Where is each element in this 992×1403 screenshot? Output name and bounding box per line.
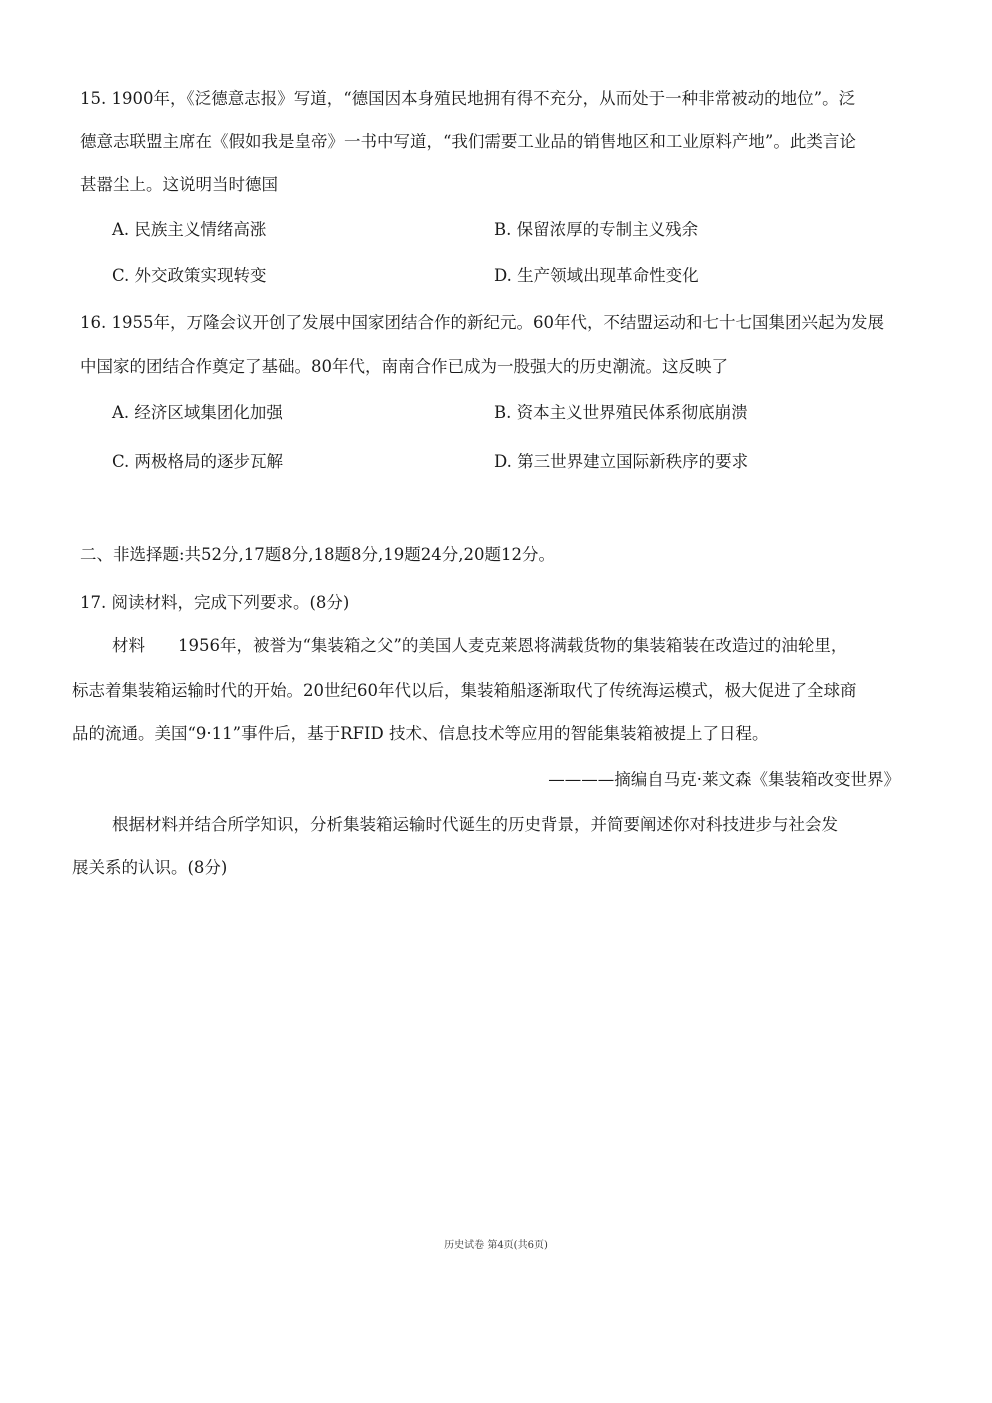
q17-material-line-2: 标志着集装箱运输时代的开始。20世纪60年代以后，集装箱船逐渐取代了传统海运模式，极大促进了全球商	[72, 681, 857, 700]
q15-option-a: A. 民族主义情绪高涨	[112, 220, 267, 239]
page-footer: 历史试卷 第4页(共6页)	[444, 1240, 548, 1251]
q17-material-line-1: 材料 1956年，被誉为“集装箱之父”的美国人麦克莱恩将满载货物的集装箱装在改造过的油轮里，	[112, 636, 848, 655]
q15-stem-line-2: 德意志联盟主席在《假如我是皇帝》一书中写道，“我们需要工业品的销售地区和工业原料产地”。此类言论	[80, 132, 856, 151]
q16-option-b: B. 资本主义世界殖民体系彻底崩溃	[494, 403, 748, 422]
q17-question-line-2: 展关系的认识。(8分)	[72, 858, 228, 877]
q17-question-line-1: 根据材料并结合所学知识，分析集装箱运输时代诞生的历史背景，并简要阐述你对科技进步与社会发	[112, 815, 838, 834]
q16-option-a: A. 经济区域集团化加强	[112, 403, 283, 422]
q15-option-d: D. 生产领域出现革命性变化	[494, 266, 699, 285]
q15-option-b: B. 保留浓厚的专制主义残余	[494, 220, 699, 239]
section-2-heading: 二、非选择题:共52分,17题8分,18题8分,19题24分,20题12分。	[80, 545, 556, 564]
q16-stem-line-2: 中国家的团结合作奠定了基础。80年代，南南合作已成为一股强大的历史潮流。这反映了	[80, 357, 728, 376]
q17-title: 17. 阅读材料，完成下列要求。(8分)	[80, 593, 350, 612]
q17-material-line-3: 品的流通。美国“9·11”事件后，基于RFID 技术、信息技术等应用的智能集装箱被提上了日程。	[72, 724, 769, 743]
q16-option-c: C. 两极格局的逐步瓦解	[112, 452, 284, 471]
q16-stem-line-1: 16. 1955年，万隆会议开创了发展中国家团结合作的新纪元。60年代，不结盟运动和七十七国集团兴起为发展	[80, 313, 884, 332]
q15-stem-line-3: 甚嚣尘上。这说明当时德国	[80, 175, 278, 194]
q15-stem-line-1: 15. 1900年，《泛德意志报》写道，“德国因本身殖民地拥有得不充分，从而处于一种非常被动的地位”。泛	[80, 89, 856, 108]
q16-option-d: D. 第三世界建立国际新秩序的要求	[494, 452, 749, 471]
q15-option-c: C. 外交政策实现转变	[112, 266, 267, 285]
q17-material-source: ————摘编自马克·莱文森《集装箱改变世界》	[548, 770, 900, 789]
